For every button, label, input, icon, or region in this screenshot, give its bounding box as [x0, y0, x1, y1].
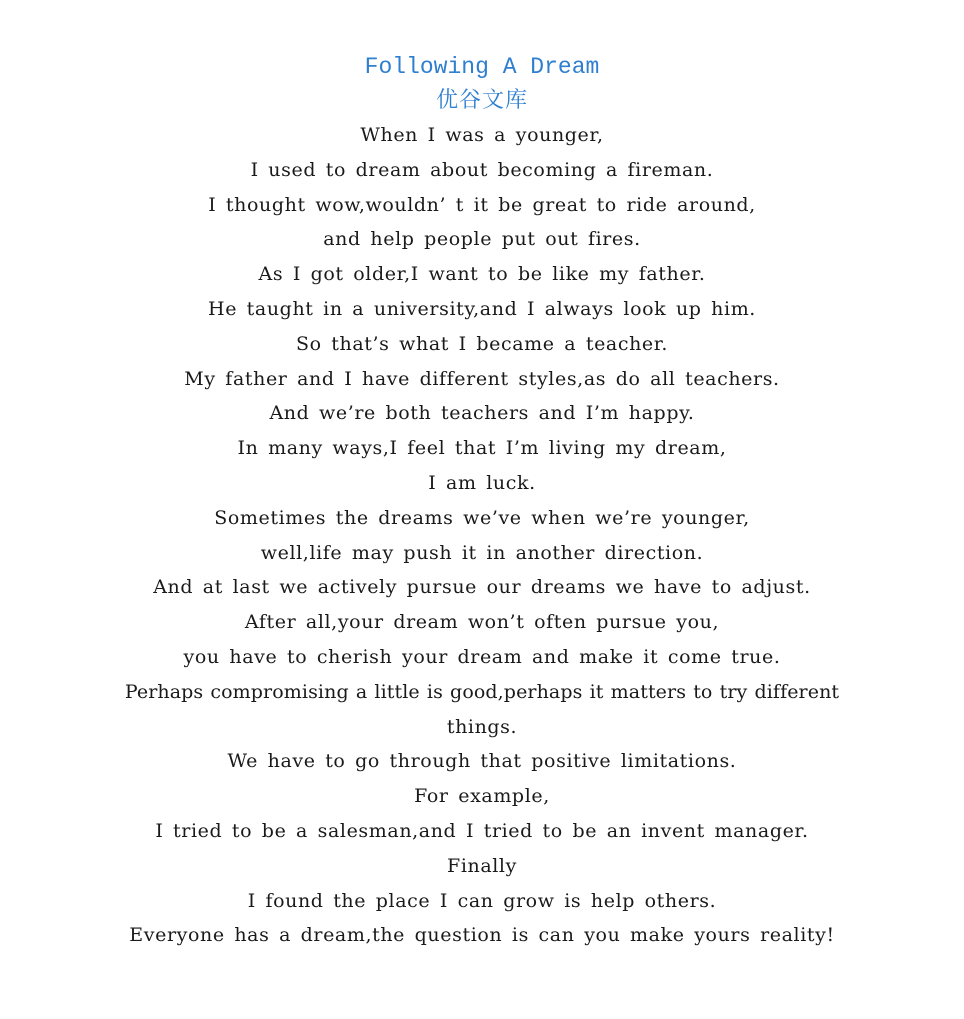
poem-body — [0, 118, 964, 953]
poem-line: I am luck. — [428, 471, 536, 494]
poem-line: After all,your dream won’t often pursue you, — [244, 611, 720, 634]
poem-line: Finally — [447, 854, 517, 877]
poem-line: well,life may push it in another direction. — [260, 541, 704, 564]
poem-line: and help people put out fires. — [323, 228, 641, 251]
poem-line: things. — [446, 715, 518, 738]
poem-line: And at last we actively pursue our dreams we have to adjust. — [153, 576, 811, 599]
document-title: Following A Dream — [364, 54, 600, 80]
poem-line: In many ways,I feel that I’m living my dream, — [237, 437, 727, 460]
poem-line: We have to go through that positive limitations. — [227, 750, 737, 773]
poem-line: For example, — [414, 785, 550, 808]
poem-line: Everyone has a dream,the question is can you make yours reality! — [129, 924, 835, 947]
poem-line: Sometimes the dreams we’ve when we’re younger, — [214, 506, 750, 529]
poem-line: When I was a younger, — [360, 124, 604, 146]
poem-line: As I got older,I want to be like my father. — [258, 263, 706, 286]
poem-line: I used to dream about becoming a fireman. — [250, 158, 714, 181]
poem-line: And we’re both teachers and I’m happy. — [269, 402, 695, 425]
document — [0, 50, 964, 953]
poem-line: you have to cherish your dream and make it come true. — [183, 645, 781, 668]
poem-line: Perhaps compromising a little is good,perhaps it matters to try different — [124, 680, 840, 703]
document-subtitle: 优谷文库 — [435, 88, 528, 113]
poem-line: I tried to be a salesman,and I tried to be an invent manager. — [155, 819, 809, 842]
poem-line: My father and I have different styles,as do all teachers. — [184, 367, 780, 390]
poem-line: I thought wow,wouldn’ t it be great to ride around, — [208, 193, 756, 216]
poem-line: He taught in a university,and I always look up him. — [208, 297, 756, 320]
poem-line: So that’s what I became a teacher. — [295, 332, 668, 355]
poem-line: I found the place I can grow is help others. — [247, 889, 717, 912]
